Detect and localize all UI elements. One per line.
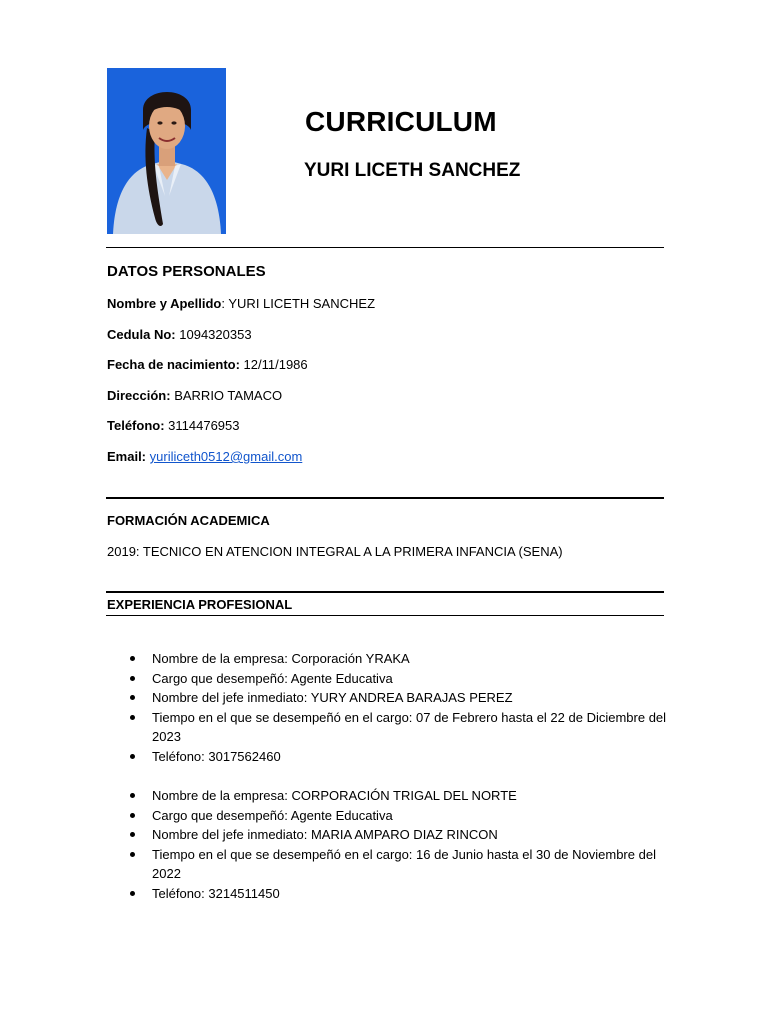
field-separator: : xyxy=(221,296,229,311)
field-full-name xyxy=(107,296,375,311)
divider xyxy=(106,615,664,616)
list-item-text: Cargo que desempeñó: Agente Educativa xyxy=(152,807,393,823)
bullet-icon xyxy=(130,715,135,720)
divider xyxy=(106,247,664,248)
job-list-2 xyxy=(128,786,668,903)
field-birth-date xyxy=(107,357,308,372)
list-item xyxy=(128,688,668,708)
field-label: Cedula No: xyxy=(107,327,176,342)
field-email xyxy=(107,449,302,464)
list-item xyxy=(128,845,668,884)
bullet-icon xyxy=(130,656,135,661)
bullet-icon xyxy=(130,891,135,896)
list-item-text: Tiempo en el que se desempeñó en el cargo: 16 de Junio hasta el 30 de Noviembre del 2022 xyxy=(152,846,656,881)
bullet-icon xyxy=(130,832,135,837)
field-value: BARRIO TAMACO xyxy=(174,388,283,403)
field-address xyxy=(107,388,282,403)
list-item xyxy=(128,884,668,904)
field-value: 1094320353 xyxy=(179,327,252,342)
list-item xyxy=(128,786,668,806)
field-label: Nombre y Apellido xyxy=(107,296,222,311)
education-entry: 2019: TECNICO EN ATENCION INTEGRAL A LA PRIMERA INFANCIA (SENA) xyxy=(107,544,563,559)
list-item-text: Teléfono: 3214511450 xyxy=(152,885,280,901)
field-phone xyxy=(107,418,240,433)
list-item-text: Cargo que desempeñó: Agente Educativa xyxy=(152,670,393,686)
field-label: Teléfono: xyxy=(107,418,165,433)
document-title: CURRICULUM xyxy=(305,106,497,137)
field-id-number xyxy=(107,327,252,342)
list-item-text: Nombre del jefe inmediato: MARIA AMPARO DIAZ RINCON xyxy=(152,827,498,842)
bullet-icon xyxy=(130,695,135,700)
candidate-name: YURI LICETH SANCHEZ xyxy=(304,160,521,181)
bullet-icon xyxy=(130,793,135,798)
email-link[interactable]: yuriliceth0512@gmail.com xyxy=(149,449,303,464)
field-value: YURI LICETH SANCHEZ xyxy=(228,296,376,311)
bullet-icon xyxy=(130,852,135,857)
list-item xyxy=(128,747,668,767)
divider xyxy=(106,591,664,593)
bullet-icon xyxy=(130,813,135,818)
list-item xyxy=(128,806,668,826)
list-item xyxy=(128,649,668,669)
field-label: Dirección: xyxy=(107,388,171,403)
field-label: Fecha de nacimiento: xyxy=(107,357,240,372)
job-list-1 xyxy=(128,649,668,766)
list-item-text: Teléfono: 3017562460 xyxy=(152,748,281,764)
bullet-icon xyxy=(130,754,135,759)
list-item xyxy=(128,825,668,845)
field-value: 12/11/1986 xyxy=(243,357,308,372)
section-heading-experience: EXPERIENCIA PROFESIONAL xyxy=(107,597,293,612)
list-item xyxy=(128,708,668,747)
list-item-text: Nombre del jefe inmediato: YURY ANDREA BARAJAS PEREZ xyxy=(152,690,513,705)
field-label: Email: xyxy=(107,449,147,464)
section-heading-education: FORMACIÓN ACADEMICA xyxy=(107,513,270,528)
bullet-icon xyxy=(130,676,135,681)
list-item-text: Nombre de la empresa: CORPORACIÓN TRIGAL DEL NORTE xyxy=(152,788,517,803)
divider xyxy=(106,497,664,499)
profile-photo xyxy=(107,68,226,234)
field-value: 3114476953 xyxy=(168,418,240,433)
list-item-text: Tiempo en el que se desempeñó en el cargo: 07 de Febrero hasta el 22 de Diciembre del 2023 xyxy=(152,709,667,744)
list-item xyxy=(128,669,668,689)
section-heading-personal: DATOS PERSONALES xyxy=(107,263,266,280)
list-item-text: Nombre de la empresa: Corporación YRAKA xyxy=(152,651,410,666)
